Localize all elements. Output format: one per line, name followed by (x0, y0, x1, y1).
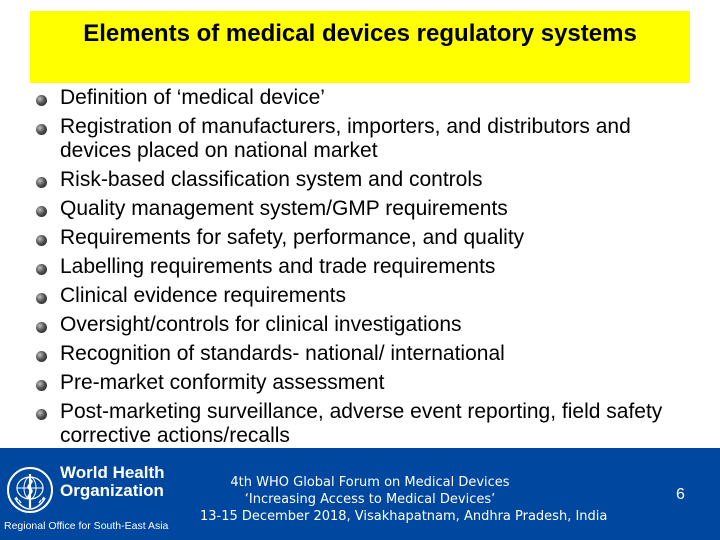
bullet-text: Recognition of standards- national/ international (60, 342, 505, 365)
bullet-dot-icon (36, 409, 47, 420)
org-name-line1: World Health (60, 463, 165, 482)
forum-line2: ‘Increasing Access to Medical Devices’ (244, 492, 496, 507)
bullet-text: Pre-market conformity assessment (60, 371, 385, 394)
regional-office-label: Regional Office for South-East Asia (4, 520, 169, 532)
bullet-dot-icon (36, 177, 47, 188)
bullet-item (36, 371, 696, 395)
bullet-item (36, 255, 696, 279)
forum-info (200, 474, 608, 525)
organization-name (60, 464, 165, 500)
bullet-text: Oversight/controls for clinical investigations (60, 313, 462, 336)
bullet-dot-icon (36, 235, 47, 246)
bullet-dot-icon (36, 322, 47, 333)
bullet-item (36, 115, 696, 163)
bullet-text: Post-marketing surveillance, adverse event reporting, field safety corrective actions/recalls (60, 400, 663, 447)
bullet-dot-icon (36, 264, 47, 275)
slide-title: Elements of medical devices regulatory systems (83, 20, 637, 47)
footer-bar (0, 448, 720, 540)
bullet-text: Risk-based classification system and controls (60, 168, 483, 191)
bullet-dot-icon (36, 351, 47, 362)
bullet-item (36, 86, 696, 110)
bullet-item (36, 313, 696, 337)
bullet-dot-icon (36, 293, 47, 304)
bullet-item (36, 400, 696, 448)
org-name-line2: Organization (60, 481, 164, 500)
title-banner (30, 11, 690, 83)
bullet-text: Clinical evidence requirements (60, 284, 346, 307)
forum-line3: 13-15 December 2018, Visakhapatnam, Andhra Pradesh, India (200, 509, 608, 524)
bullet-item (36, 226, 696, 250)
bullet-text: Requirements for safety, performance, and quality (60, 226, 525, 249)
bullet-dot-icon (36, 206, 47, 217)
bullet-item (36, 168, 696, 192)
slide-number: 6 (676, 486, 685, 503)
bullet-text: Registration of manufacturers, importers, and distributors and devices placed on national market (60, 115, 631, 162)
who-emblem-icon (6, 466, 54, 514)
bullet-item (36, 197, 696, 221)
bullet-text: Quality management system/GMP requirements (60, 197, 508, 220)
bullet-item (36, 284, 696, 308)
bullet-dot-icon (36, 380, 47, 391)
bullet-dot-icon (36, 95, 47, 106)
bullet-text: Definition of ‘medical device’ (60, 86, 325, 109)
bullet-item (36, 342, 696, 366)
bullet-list (36, 86, 696, 453)
forum-line1: 4th WHO Global Forum on Medical Devices (230, 475, 510, 490)
bullet-dot-icon (36, 124, 47, 135)
bullet-text: Labelling requirements and trade requirements (60, 255, 496, 278)
